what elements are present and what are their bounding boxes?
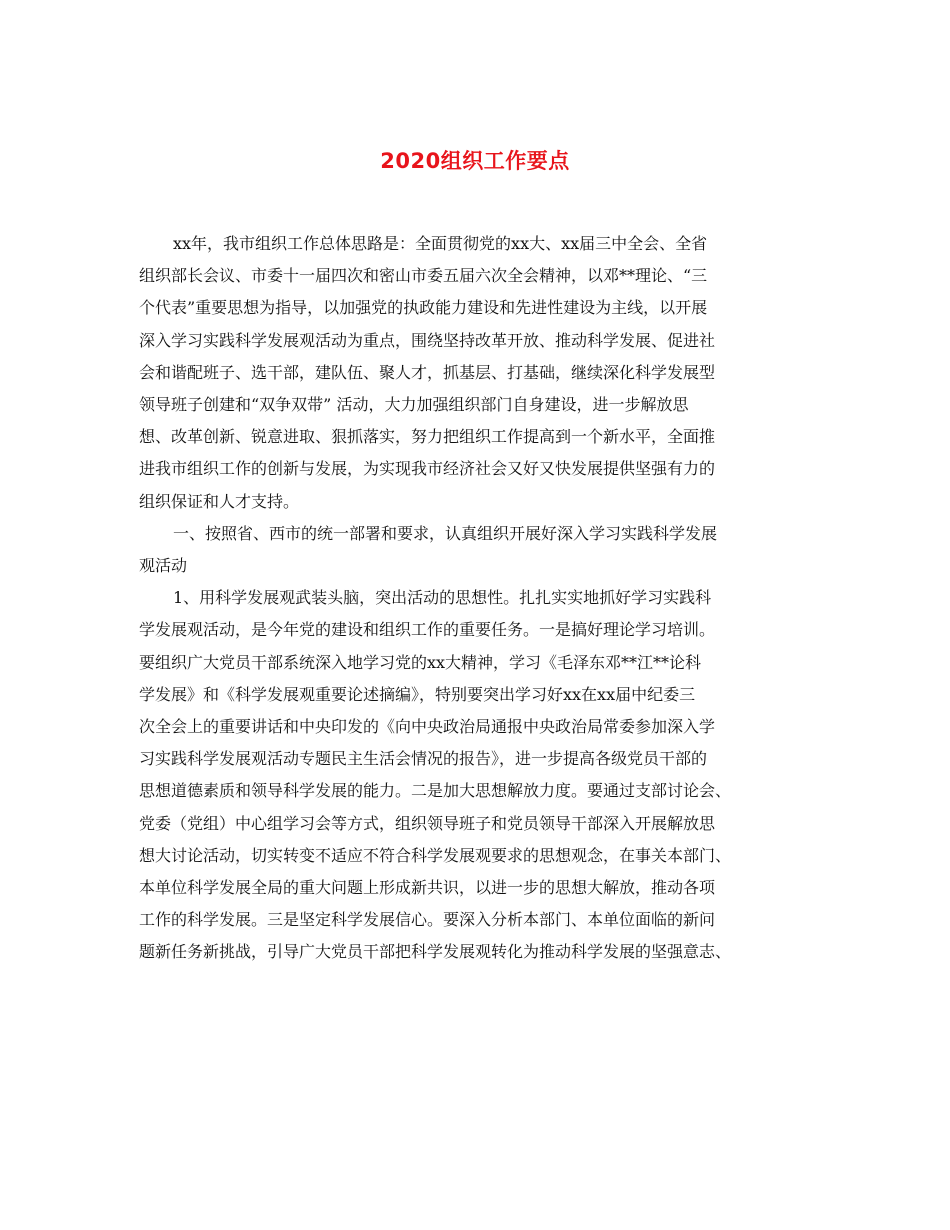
text-line: xx年，我市组织工作总体思路是：全面贯彻党的xx大、xx届三中全会、全省: [173, 234, 708, 253]
text-line: 个代表”重要思想为指导，以加强党的执政能力建设和先进性建设为主线，以开展: [139, 298, 708, 318]
text-line: 学发展》和《科学发展观重要论述摘编》，特别要突出学习好xx在xx届中纪委三: [139, 684, 696, 704]
text-line: 领导班子创建和“双争双带” 活动，大力加强组织部门自身建设，进一步解放思: [139, 395, 689, 415]
text-line: 题新任务新挑战，引导广大党员干部把科学发展观转化为推动科学发展的坚强意志、: [139, 942, 732, 962]
text-line: 工作的科学发展。三是坚定科学发展信心。要深入分析本部门、本单位面临的新问: [139, 910, 716, 930]
document-body: [139, 228, 819, 969]
section-heading-line: 一、按照省、西市的统一部署和要求，认真组织开展好深入学习实践科学发展: [173, 523, 718, 543]
section-heading-line: 观活动: [139, 556, 188, 576]
text-line: 组织保证和人才支持。: [139, 491, 300, 511]
text-line: 要组织广大党员干部系统深入地学习党的xx大精神，学习《毛泽东邓**江**论科: [139, 652, 702, 672]
text-line: 1、用科学发展观武装头脑，突出活动的思想性。扎扎实实地抓好学习实践科: [173, 588, 712, 608]
text-line: 想、改革创新、锐意进取、狠抓落实，努力把组织工作提高到一个新水平，全面推: [139, 427, 716, 447]
text-line: 思想道德素质和领导科学发展的能力。二是加大思想解放力度。要通过支部讨论会、: [139, 781, 732, 801]
text-line: 组织部长会议、市委十一届四次和密山市委五届六次全会精神，以邓**理论、“三: [139, 266, 708, 286]
document-title: 2020组织工作要点: [380, 149, 570, 173]
text-line: 本单位科学发展全局的重大问题上形成新共识，以进一步的思想大解放，推动各项: [139, 878, 716, 898]
text-line: 会和谐配班子、选干部，建队伍、聚人才，抓基层、打基础，继续深化科学发展型: [139, 362, 716, 382]
text-line: 次全会上的重要讲话和中央印发的《向中央政治局通报中央政治局常委参加深入学: [139, 717, 716, 737]
text-line: 学发展观活动，是今年党的建设和组织工作的重要任务。一是搞好理论学习培训。: [139, 620, 716, 640]
text-line: 进我市组织工作的创新与发展，为实现我市经济社会又好又快发展提供坚强有力的: [139, 459, 716, 479]
text-line: 深入学习实践科学发展观活动为重点，围绕坚持改革开放、推动科学发展、促进社: [139, 330, 716, 350]
text-line: 习实践科学发展观活动专题民主生活会情况的报告》，进一步提高各级党员干部的: [139, 749, 708, 769]
text-line: 党委（党组）中心组学习会等方式，组织领导班子和党员领导干部深入开展解放思: [139, 813, 716, 833]
text-line: 想大讨论活动，切实转变不适应不符合科学发展观要求的思想观念，在事关本部门、: [139, 845, 732, 865]
